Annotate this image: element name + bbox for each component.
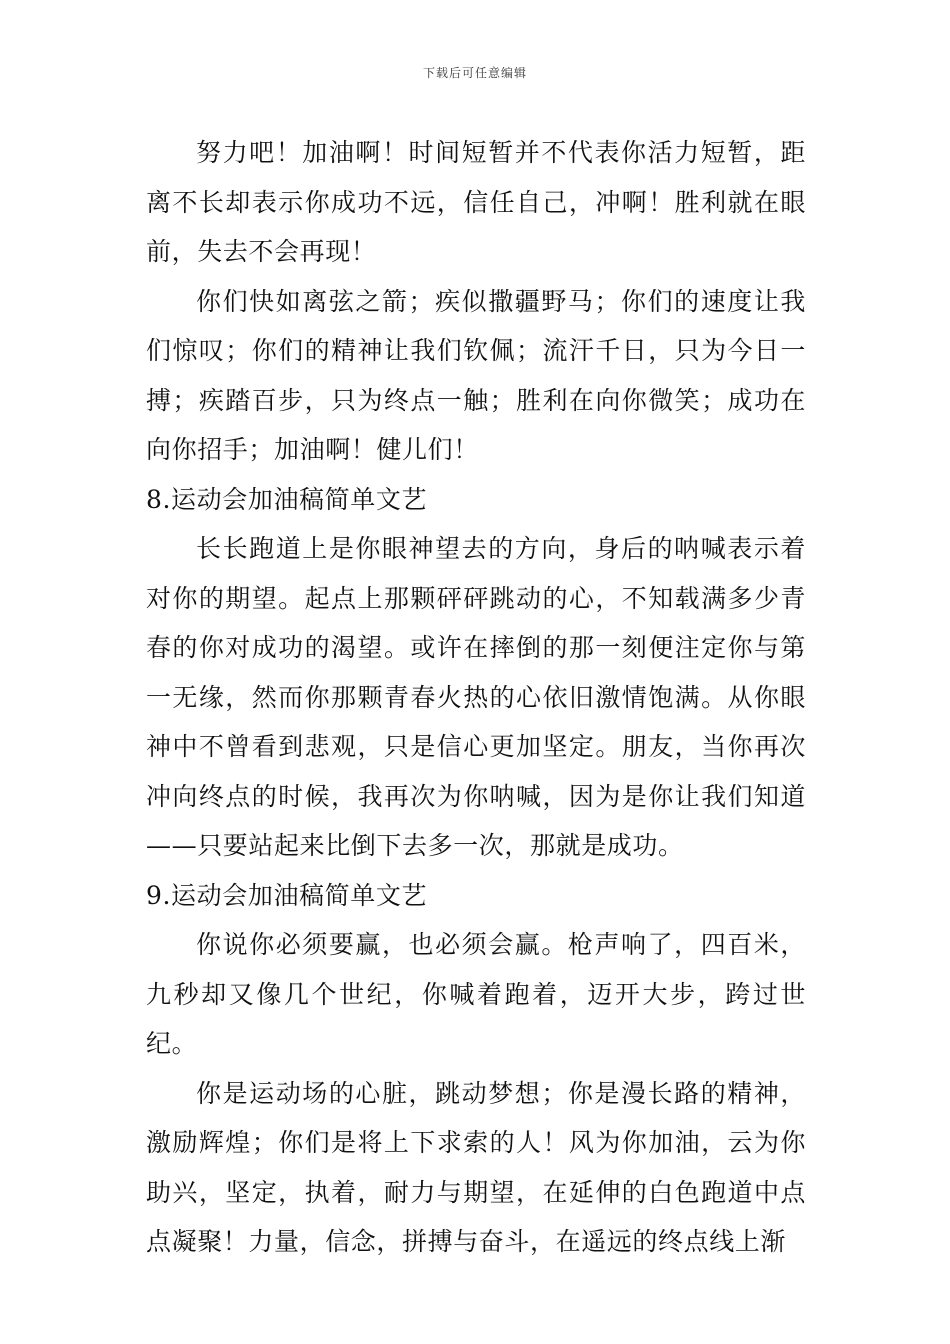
section-heading-8: 8.运动会加油稿简单文艺 [146, 484, 428, 514]
paragraph-3: 长长跑道上是你眼神望去的方向，身后的呐喊表示着对你的期望。起点上那颗砰砰跳动的心，不知载满多少青春的你对成功的渴望。或许在摔倒的那一刻便注定你与第一无缘，然而你那颗青春火热的心依旧激情饱满。从你眼神中不曾看到悲观，只是信心更加坚定。朋友，当你再次冲向终点的时候，我再次为你呐喊，因为是你让我们知道——只要站起来比倒下去多一次，那就是成功。 [146, 534, 806, 860]
paragraph-4: 你说你必须要赢，也必须会赢。枪声响了，四百米，九秒却又像几个世纪，你喊着跑着，迈开大步，跨过世纪。 [146, 930, 806, 1058]
paragraph-5: 你是运动场的心脏，跳动梦想；你是漫长路的精神，激励辉煌；你们是将上下求索的人！风为你加油，云为你助兴，坚定，执着，耐力与期望，在延伸的白色跑道中点点凝聚！力量，信念，拼搏与奋斗，在遥远的终点线上渐 [146, 1078, 806, 1256]
paragraph-2: 你们快如离弦之箭；疾似撒疆野马；你们的速度让我们惊叹；你们的精神让我们钦佩；流汗千日，只为今日一搏；疾踏百步，只为终点一触；胜利在向你微笑；成功在向你招手；加油啊！健儿们！ [146, 286, 806, 464]
paragraph-1: 努力吧！加油啊！时间短暂并不代表你活力短暂，距离不长却表示你成功不远，信任自己，冲啊！胜利就在眼前，失去不会再现！ [146, 138, 806, 266]
document-body [146, 128, 806, 1267]
page-header: 下载后可任意编辑 [422, 66, 527, 80]
section-heading-9: 9.运动会加油稿简单文艺 [146, 880, 428, 910]
